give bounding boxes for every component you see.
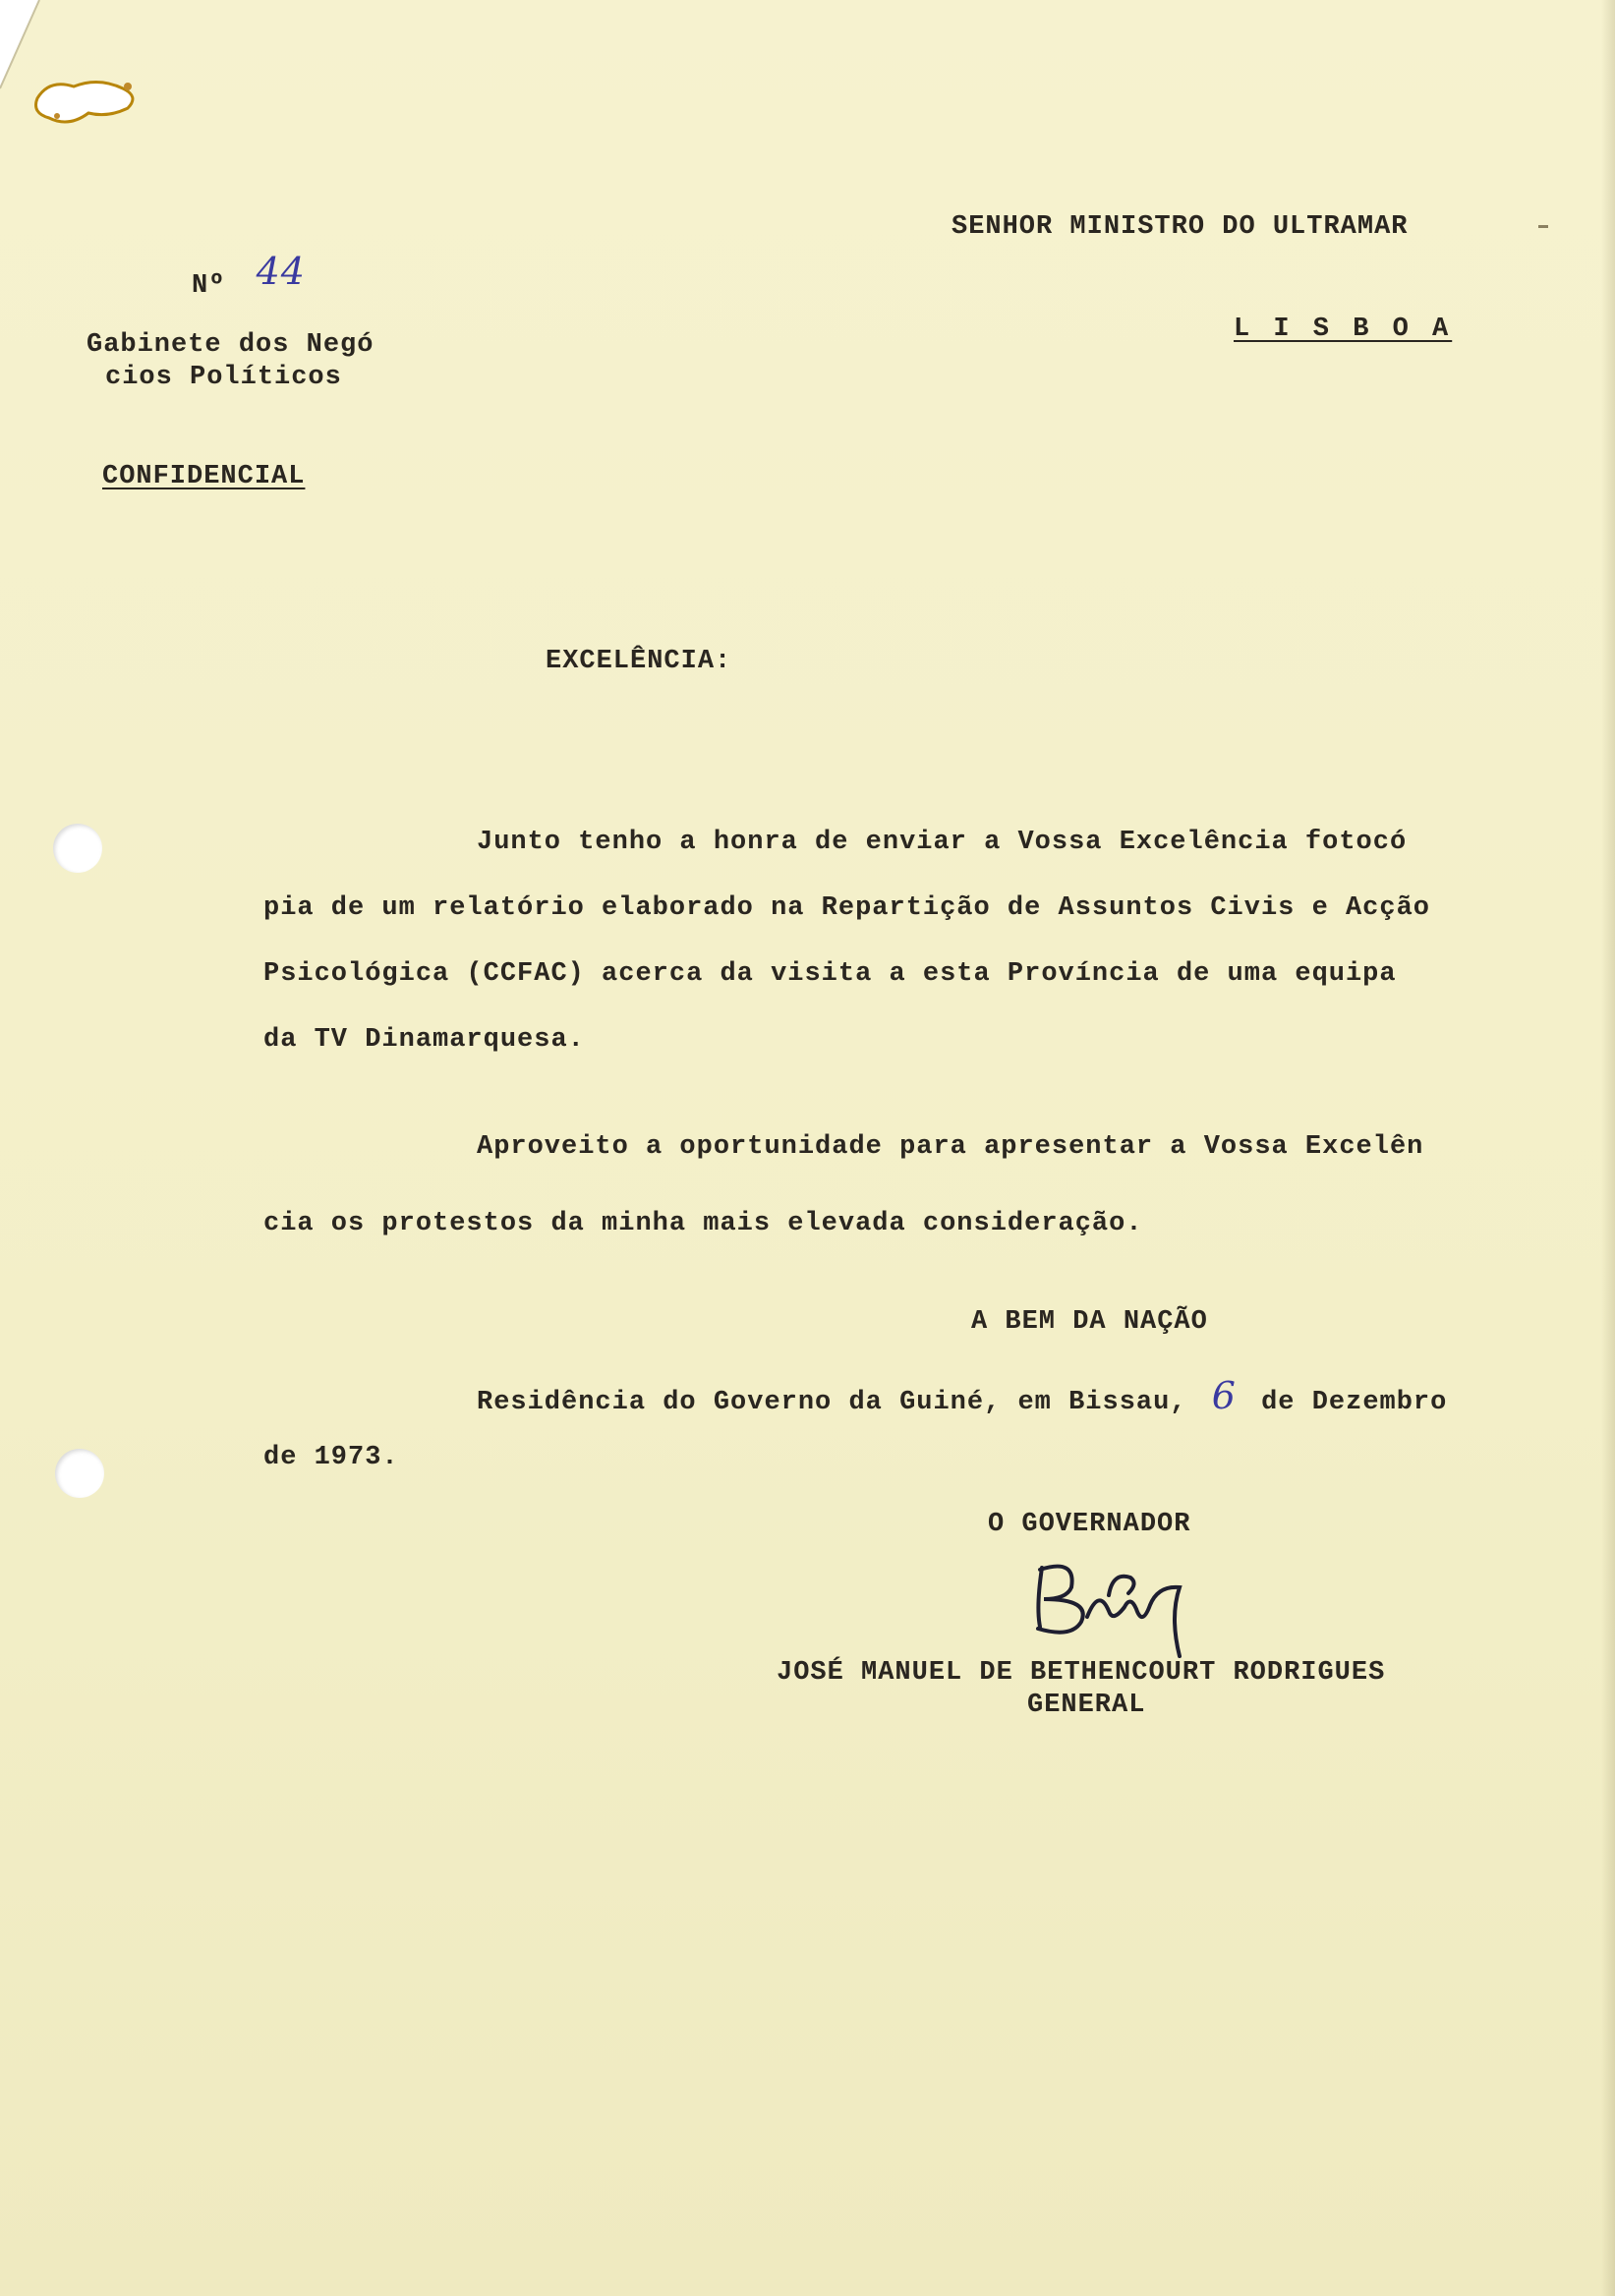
- place-date-suffix: de Dezembro: [1261, 1388, 1448, 1417]
- edge-mark: [1538, 225, 1548, 228]
- p1-line-4: da TV Dinamarquesa.: [263, 1025, 585, 1055]
- office-line-2: cios Políticos: [105, 363, 342, 392]
- classification-stamp: CONFIDENCIAL: [102, 462, 306, 491]
- p2-line-2: cia os protestos da minha mais elevada consideração.: [263, 1209, 1143, 1238]
- recipient-city: L I S B O A: [1234, 315, 1453, 344]
- paragraph-1: [263, 810, 1430, 1073]
- paper-tear-mark: [29, 69, 147, 138]
- p2-line-1: Aproveito a oportunidade para apresentar a Vossa Excelên: [477, 1132, 1424, 1162]
- place-date-line: [477, 1374, 1447, 1417]
- signer-name: JOSÉ MANUEL DE BETHENCOURT RODRIGUES: [777, 1658, 1386, 1688]
- document-number: [192, 250, 306, 301]
- closing-motto: A BEM DA NAÇÃO: [971, 1307, 1208, 1337]
- place-date-prefix: Residência do Governo da Guiné, em Bissau,: [477, 1388, 1187, 1417]
- paragraph-2: [263, 1109, 1423, 1262]
- recipient-line: SENHOR MINISTRO DO ULTRAMAR: [952, 212, 1409, 242]
- day-handwritten: 6: [1211, 1374, 1237, 1417]
- signer-rank: GENERAL: [1027, 1691, 1146, 1720]
- year-line: de 1973.: [263, 1443, 399, 1472]
- p1-line-2: pia de um relatório elaborado na Repartição de Assuntos Civis e Acção: [263, 893, 1430, 923]
- salutation: EXCELÊNCIA:: [546, 647, 732, 676]
- p1-line-1: Junto tenho a honra de enviar a Vossa Excelência fotocó: [477, 828, 1408, 857]
- signature: [1022, 1548, 1209, 1666]
- p1-line-3: Psicológica (CCFAC) acerca da visita a esta Província de uma equipa: [263, 959, 1397, 989]
- number-handwritten: 44: [256, 250, 306, 293]
- punch-hole-bottom: [55, 1449, 104, 1498]
- punch-hole-top: [53, 824, 102, 873]
- number-label: Nº: [192, 271, 226, 301]
- signer-role: O GOVERNADOR: [988, 1510, 1191, 1539]
- office-line-1: Gabinete dos Negó: [87, 330, 375, 360]
